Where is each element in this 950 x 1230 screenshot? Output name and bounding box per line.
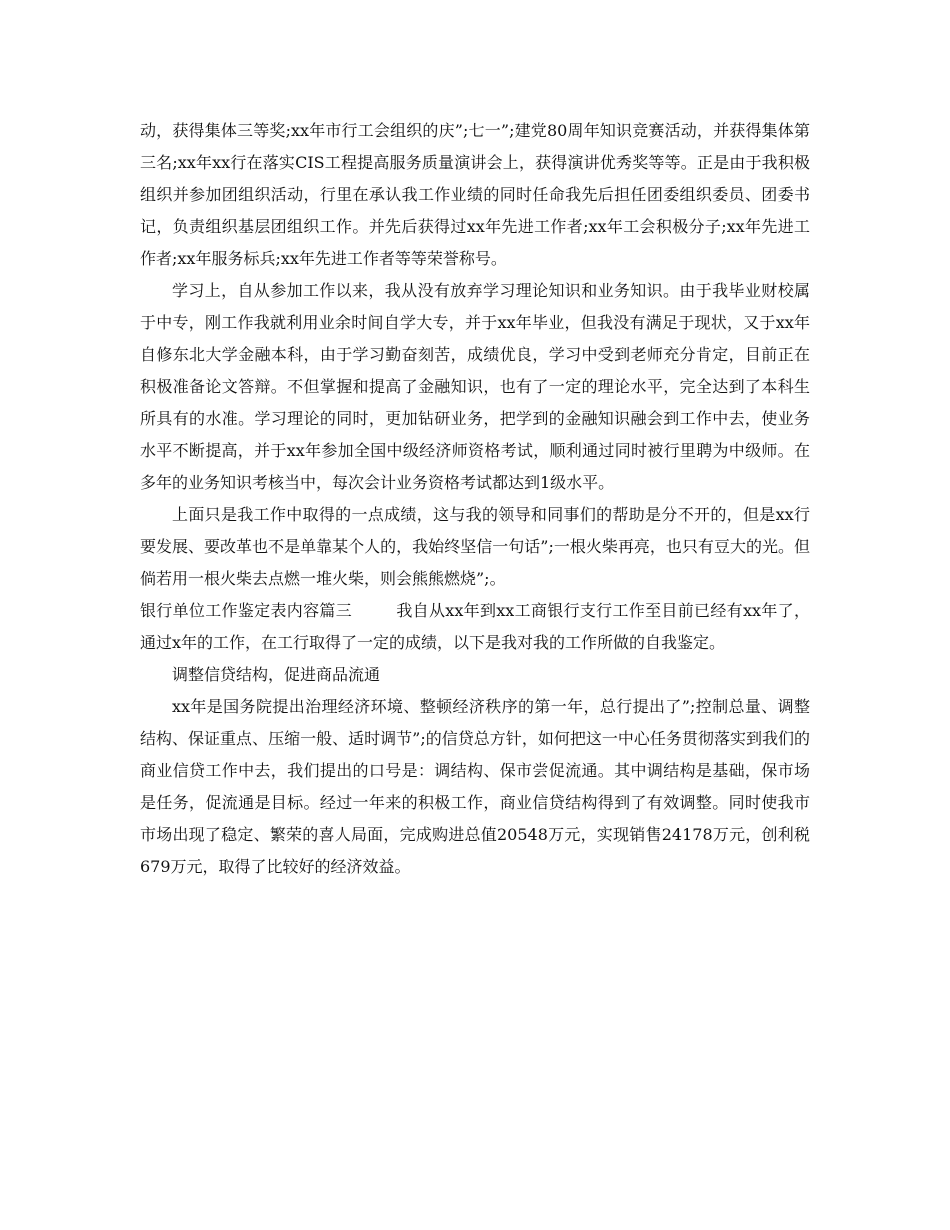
paragraph-2: 学习上，自从参加工作以来，我从没有放弃学习理论知识和业务知识。由于我毕业财校属于中专，刚工作我就利用业余时间自学大专，并于xx年毕业，但我没有满足于现状，又于xx年自修东北大学金融本科，由于学习勤奋刻苦，成绩优良，学习中受到老师充分肯定，目前正在积极准备论文答辩。不但掌握和提高了金融知识，也有了一定的理论水平，完全达到了本科生所具有的水准。学习理论的同时，更加钻研业务，把学到的金融知识融会到工作中去，使业务水平不断提高，并于xx年参加全国中级经济师资格考试，顺利通过同时被行里聘为中级师。在多年的业务知识考核当中，每次会计业务资格考试都达到1级水平。 [140, 281, 810, 492]
paragraph-3: 上面只是我工作中取得的一点成绩，这与我的领导和同事们的帮助是分不开的，但是xx行要发展、要改革也不是单靠某个人的，我始终坚信一句话”;一根火柴再亮，也只有豆大的光。但倘若用一根火柴去点燃一堆火柴，则会熊熊燃烧”;。 [140, 505, 810, 588]
subheading-paragraph: 调整信贷结构，促进商品流通 [172, 665, 381, 684]
paragraph-4-text: 我自从xx年到xx工商银行支行工作至目前已经有xx年了，通过x年的工作，在工行取得了一定的成绩，以下是我对我的工作所做的自我鉴定。 [140, 601, 810, 652]
section-heading: 银行单位工作鉴定表内容篇三 [140, 601, 353, 620]
paragraph-4 [140, 595, 810, 659]
paragraph-1: 动，获得集体三等奖;xx年市行工会组织的庆”;七一”;建党80周年知识竞赛活动，并获得集体第三名;xx年xx行在落实CIS工程提高服务质量演讲会上，获得演讲优秀奖等等。正是由于我积极组织并参加团组织活动，行里在承认我工作业绩的同时任命我先后担任团委组织委员、团委书记，负责组织基层团组织工作。并先后获得过xx年先进工作者;xx年工会积极分子;xx年先进工作者;xx年服务标兵;xx年先进工作者等等荣誉称号。 [140, 121, 810, 268]
document-body [140, 115, 810, 883]
paragraph-6: xx年是国务院提出治理经济环境、整顿经济秩序的第一年，总行提出了”;控制总量、调整结构、保证重点、压缩一般、适时调节”;的信贷总方针，如何把这一中心任务贯彻落实到我们的商业信贷工作中去，我们提出的口号是：调结构、保市尝促流通。其中调结构是基础，保市场是任务，促流通是目标。经过一年来的积极工作，商业信贷结构得到了有效调整。同时使我市市场出现了稳定、繁荣的喜人局面，完成购进总值20548万元，实现销售24178万元，创利税679万元，取得了比较好的经济效益。 [140, 697, 810, 876]
